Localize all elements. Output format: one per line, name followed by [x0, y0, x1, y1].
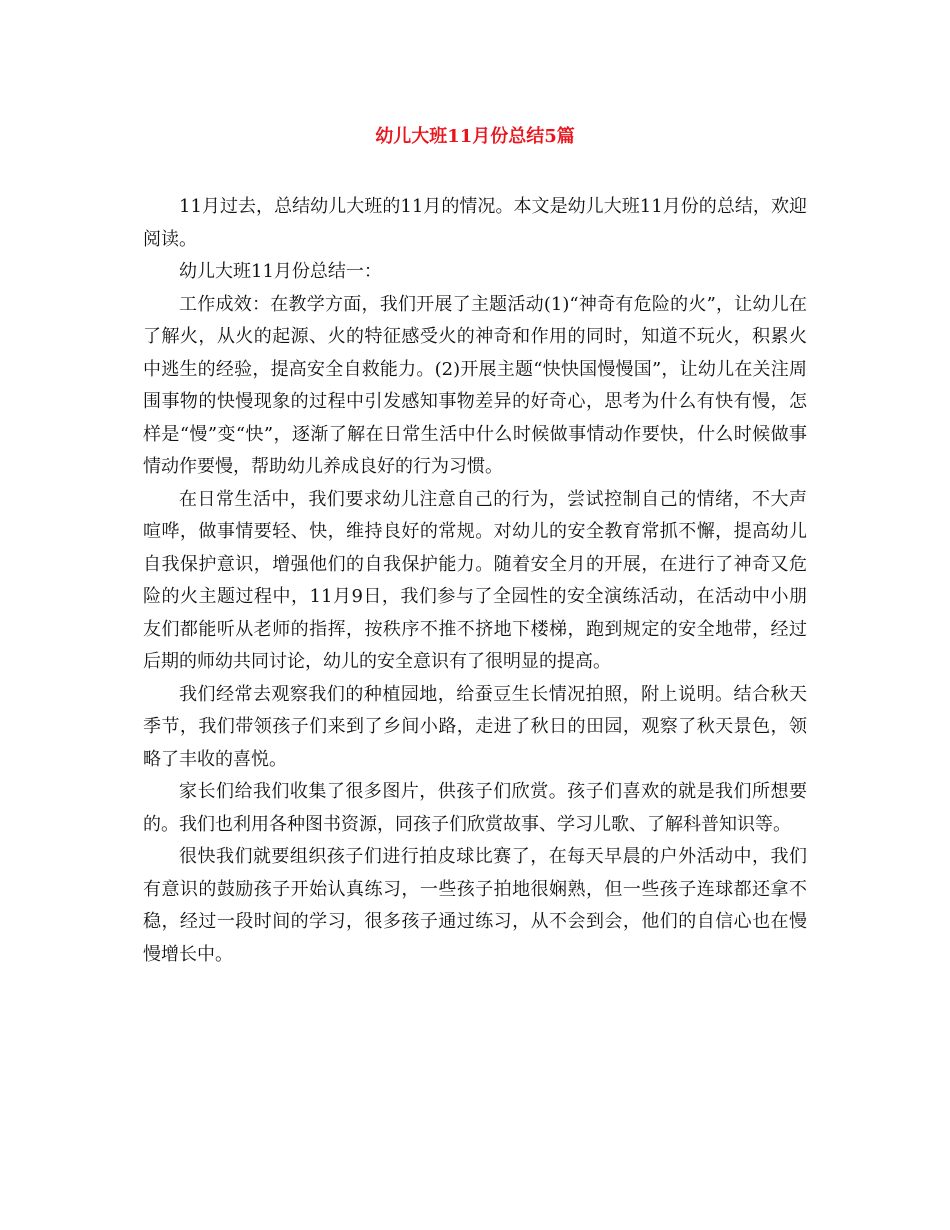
body-paragraph: 家长们给我们收集了很多图片，供孩子们欣赏。孩子们喜欢的就是我们所想要的。我们也利用各种图书资源，同孩子们欣赏故事、学习儿歌、了解科普知识等。: [143, 781, 807, 835]
document-title: 幼儿大班11月份总结5篇: [375, 126, 575, 147]
body-paragraph: 工作成效：在教学方面，我们开展了主题活动(1)“神奇有危险的火”，让幼儿在了解火，从火的起源、火的特征感受火的神奇和作用的同时，知道不玩火，积累火中逃生的经验，提高安全自救能力。(2)开展主题“快快国慢慢国”，让幼儿在关注周围事物的快慢现象的过程中引发感知事物差异的好奇心，思考为什么有快有慢，怎样是“慢”变“快”，逐渐了解在日常生活中什么时候做事情动作要快，什么时候做事情动作要慢，帮助幼儿养成良好的行为习惯。: [143, 293, 807, 477]
body-paragraph: 很快我们就要组织孩子们进行拍皮球比赛了，在每天早晨的户外活动中，我们有意识的鼓励孩子开始认真练习，一些孩子拍地很娴熟，但一些孩子连球都还拿不稳，经过一段时间的学习，很多孩子通过练习，从不会到会，他们的自信心也在慢慢增长中。: [143, 846, 807, 965]
intro-paragraph: 11月过去，总结幼儿大班的11月的情况。本文是幼儿大班11月份的总结，欢迎阅读。: [143, 196, 807, 250]
section-heading: 幼儿大班11月份总结一：: [179, 261, 382, 282]
document-body: [143, 191, 807, 971]
body-paragraph: 我们经常去观察我们的种植园地，给蚕豆生长情况拍照，附上说明。结合秋天季节，我们带领孩子们来到了乡间小路，走进了秋日的田园，观察了秋天景色，领略了丰收的喜悦。: [143, 683, 807, 770]
body-paragraph: 在日常生活中，我们要求幼儿注意自己的行为，尝试控制自己的情绪，不大声喧哗，做事情要轻、快，维持良好的常规。对幼儿的安全教育常抓不懈，提高幼儿自我保护意识，增强他们的自我保护能力。随着安全月的开展，在进行了神奇又危险的火主题过程中，11月9日，我们参与了全园性的安全演练活动，在活动中小朋友们都能听从老师的指挥，按秩序不推不挤地下楼梯，跑到规定的安全地带，经过后期的师幼共同讨论，幼儿的安全意识有了很明显的提高。: [143, 488, 807, 672]
